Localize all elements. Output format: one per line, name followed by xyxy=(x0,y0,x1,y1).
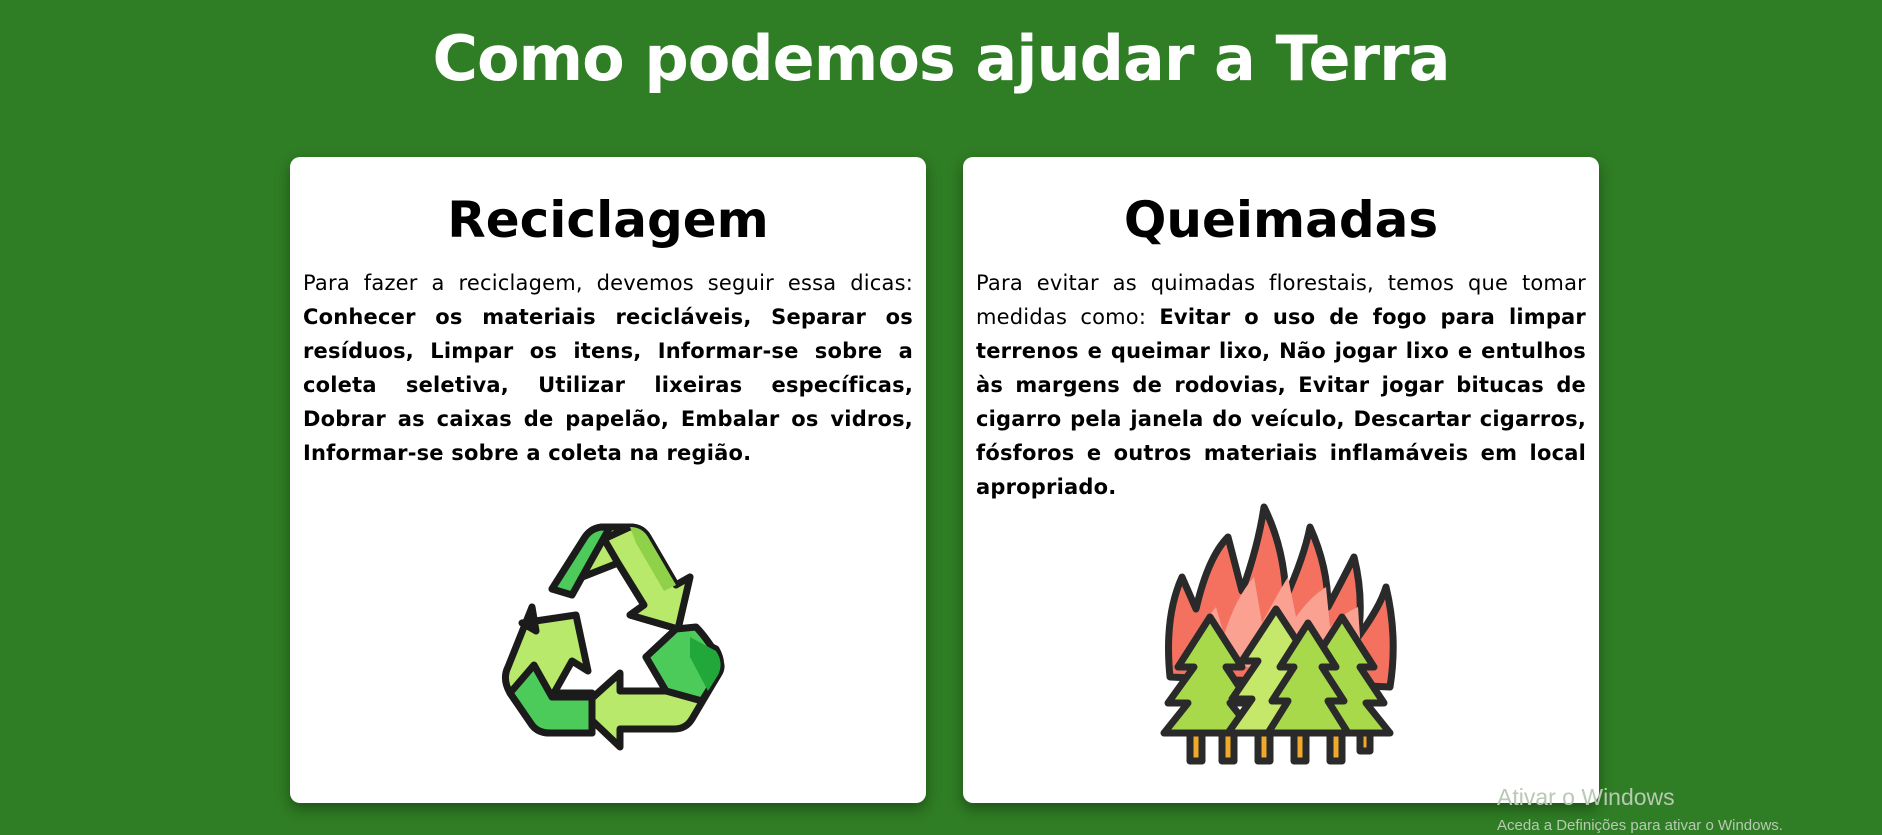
windows-activation-watermark xyxy=(1497,784,1783,834)
card-queimadas xyxy=(963,157,1599,803)
card-text xyxy=(303,266,913,470)
watermark-title: Ativar o Windows xyxy=(1497,784,1675,810)
card-text xyxy=(976,266,1586,504)
watermark-subtitle: Aceda a Definições para ativar o Windows. xyxy=(1497,817,1783,834)
card-title: Reciclagem xyxy=(447,191,769,249)
card-title: Queimadas xyxy=(1123,191,1439,249)
card-intro: Para fazer a reciclagem, devemos seguir essa dicas: xyxy=(303,271,913,295)
card-highlight: Evitar o uso de fogo para limpar terrenos e queimar lixo, Não jogar lixo e entulhos às margens de rodovias, Evitar jogar bitucas de cigarro pela janela do veículo, Descartar cigarros, fósforos e outros materiais inflamáveis em local apropriado. xyxy=(976,305,1586,499)
recycle-icon xyxy=(480,497,730,777)
card-reciclagem xyxy=(290,157,926,803)
forest-fire-icon xyxy=(1158,497,1398,767)
card-highlight: Conhecer os materiais recicláveis, Separar os resíduos, Limpar os itens, Informar-se sobre a coleta seletiva, Utilizar lixeiras específicas, Dobrar as caixas de papelão, Embalar os vidros, Informar-se sobre a coleta na região. xyxy=(303,305,913,465)
page-title: Como podemos ajudar a Terra xyxy=(432,22,1450,95)
card-intro: Para evitar as quimadas florestais, temos que tomar medidas como: xyxy=(976,271,1586,329)
